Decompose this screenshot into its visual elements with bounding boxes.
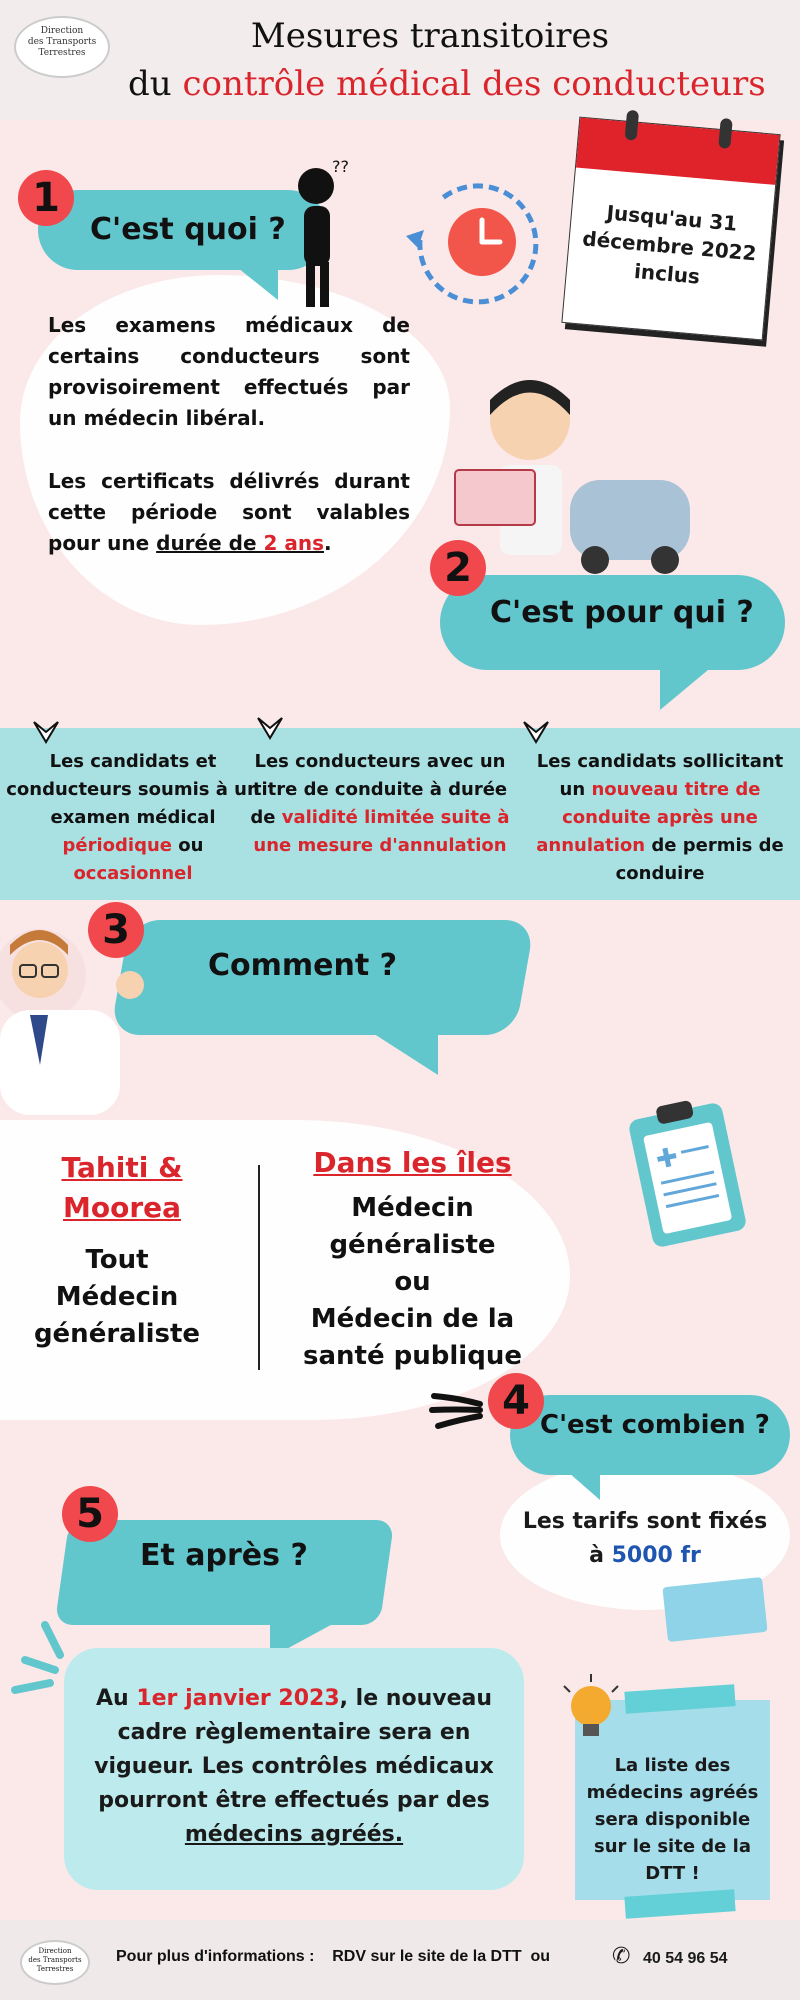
s5-approved-doctors: médecins agréés.: [184, 1822, 404, 1847]
tarifs-line: Les tarifs sont fixés: [522, 1509, 768, 1534]
tahiti-moorea-doctors: Tout Médecin généraliste: [33, 1245, 201, 1349]
chevron-down-icon: [522, 718, 550, 746]
para2-end: .: [324, 531, 332, 555]
logo-line: Terrestres: [38, 48, 86, 58]
s3-number-badge: 3: [88, 902, 144, 958]
lightbulb-icon: [558, 1672, 624, 1742]
islands-heading: Dans les îles: [313, 1146, 512, 1179]
chevron-down-icon: [32, 718, 60, 746]
s1-bubble-tail: [228, 260, 278, 300]
tahiti-moorea-heading: Tahiti & Moorea: [61, 1151, 183, 1224]
clipboard-icon: [628, 1102, 748, 1249]
medical-cross-icon: ✚: [653, 1141, 681, 1176]
islands-doctors-line: généraliste: [329, 1230, 496, 1260]
logo-line: des Transports: [28, 1956, 82, 1964]
page-title-line1: Mesures transitoires: [250, 16, 610, 56]
s5-text-start: Au: [95, 1686, 137, 1711]
s1-paragraph-2: [48, 466, 410, 559]
islands-doctors-line: Médecin: [351, 1193, 474, 1223]
phone-icon: ✆: [612, 1944, 631, 1969]
audience-new-license: [522, 748, 798, 888]
phone-number[interactable]: 40 54 96 54: [643, 1950, 728, 1967]
col1-or: ou: [172, 835, 204, 856]
para2-duration: 2 ans: [263, 531, 325, 555]
logo-line: Terrestres: [36, 1965, 74, 1973]
clipboard-line: [663, 1182, 716, 1196]
s5-text: [84, 1682, 504, 1852]
burst-icon: [428, 1376, 488, 1436]
calendar-date: Jusqu'au 31 décembre 2022 inclus: [581, 200, 758, 289]
col2-highlight: validité limitée suite à une mesure d'annulation: [253, 807, 510, 856]
para2-underlined: [156, 531, 324, 555]
calendar-header: [576, 118, 780, 185]
para2-text: Les certificats délivrés durant cette période sont valables pour une: [48, 469, 410, 555]
s4-bubble-tail: [560, 1465, 600, 1500]
col3-text: Les candidats sollicitant un: [536, 751, 784, 800]
splash-icon: [5, 1615, 65, 1715]
islands-doctors-line: Médecin de la: [310, 1304, 515, 1334]
col3-highlight: nouveau titre de conduite après une annulation: [536, 779, 761, 856]
s3-bubble-tail: [368, 1030, 438, 1075]
islands-doctors-line: santé publique: [303, 1341, 522, 1371]
title-highlight: contrôle médical des conducteurs: [182, 64, 766, 104]
note-text: La liste des médecins agréés sera disponible sur le site de la DTT !: [586, 1755, 759, 1884]
footer-info: Pour plus d'informations : RDV sur le site de la DTT ou: [116, 1948, 551, 1965]
banknote-icon: [662, 1577, 767, 1642]
s4-title: C'est combien ?: [540, 1410, 770, 1440]
page-title-line2: [128, 64, 766, 104]
calendar-icon: [561, 117, 780, 341]
s3-title: Comment ?: [208, 948, 398, 983]
clipboard-line: [681, 1145, 709, 1154]
logo-line: Direction: [38, 1947, 72, 1955]
col2-text: Les conducteurs avec un titre de conduite à durée de: [250, 751, 508, 828]
tarifs-price-line: [500, 1539, 790, 1573]
s2-number-badge: 2: [430, 540, 486, 596]
col1-text: Les candidats et conducteurs soumis à un examen médical: [6, 751, 260, 828]
svg-text:??: ??: [332, 157, 349, 176]
tarifs-text: [500, 1505, 790, 1573]
s1-paragraph-1: Les examens médicaux de certains conducteurs sont provisoirement effectués par un médecin libéral.: [48, 313, 410, 430]
dtt-logo-footer: [20, 1940, 90, 1985]
s2-bubble-tail: [660, 660, 720, 710]
chevron-down-icon: [256, 714, 284, 742]
s4-number-badge: 4: [488, 1373, 544, 1429]
logo-line: des Transports: [27, 37, 97, 47]
tarifs-price: 5000 fr: [611, 1543, 701, 1568]
islands-doctors-line: ou: [394, 1267, 431, 1297]
col1-periodic: périodique: [62, 835, 172, 856]
clock-icon: [400, 180, 550, 310]
clipboard-line: [666, 1194, 719, 1208]
title-prefix: du: [128, 64, 183, 104]
s1-number-badge: 1: [18, 170, 74, 226]
s5-title: Et après ?: [140, 1538, 308, 1573]
thinking-man-icon: [280, 152, 360, 312]
s5-date: 1er janvier 2023: [136, 1686, 340, 1711]
s5-number-badge: 5: [62, 1486, 118, 1542]
tarifs-a: à: [589, 1543, 612, 1568]
islands-doctors: [300, 1190, 525, 1375]
col1-occasional: occasionnel: [73, 863, 193, 884]
column-divider: [258, 1165, 260, 1370]
clipboard-clip: [655, 1100, 694, 1125]
clipboard-paper: [643, 1122, 732, 1234]
audience-limited-validity: [240, 748, 520, 860]
driver-license-icon: [450, 370, 700, 585]
s5-text-middle: , le nouveau cadre règlementaire sera en vigueur. Les contrôles médicaux pourront être effectués par des: [94, 1686, 494, 1813]
para2-underlined-text: durée de: [156, 531, 264, 555]
s1-title: C'est quoi ?: [90, 212, 286, 247]
s2-title: C'est pour qui ?: [490, 595, 754, 630]
col3-end: de permis de conduire: [615, 835, 784, 884]
audience-periodic: [2, 748, 264, 888]
logo-line: Direction: [40, 26, 84, 36]
